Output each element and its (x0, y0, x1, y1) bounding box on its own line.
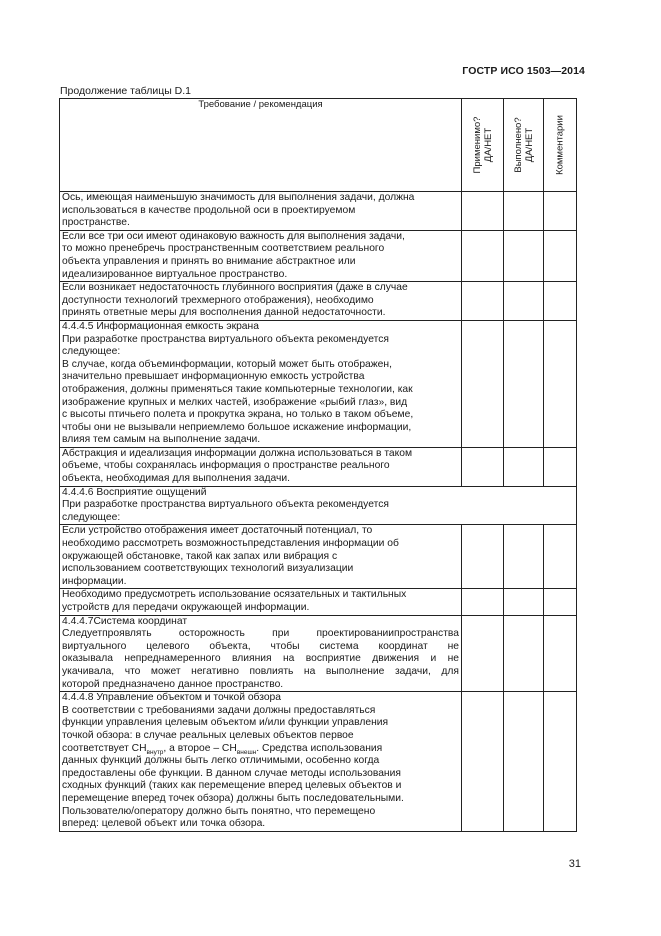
requirement-cell (60, 589, 462, 615)
requirement-line: данных функций должны быть легко отличимыми, особенно когда (62, 755, 380, 767)
requirement-line: точкой обзора: в случае реальных целевых объектов первое (62, 729, 354, 741)
requirement-line: объекта управления и принять во внимание абстрактное или (62, 255, 356, 267)
table-row (60, 447, 577, 486)
requirement-line: чтобы они не вызывали неприемлемо большое искажение информации, (62, 421, 412, 433)
done-cell (504, 589, 544, 615)
requirement-line: использованием соответствующих технологий визуализации (62, 563, 354, 575)
comments-cell (544, 525, 577, 589)
table-row (60, 192, 577, 231)
requirement-line: устройств для передачи окружающей информации. (62, 602, 310, 613)
requirement-line: принять ответные меры для восполнения данной недостаточности. (62, 307, 386, 319)
requirement-line: В соответствии с требованиями задачи должны предоставляться (62, 704, 376, 716)
done-cell (504, 692, 544, 832)
applicable-cell (462, 192, 504, 231)
requirement-line: которой предназначено данное пространство. (62, 678, 284, 690)
applicable-cell (462, 447, 504, 486)
column-header-applicable-label: Применимо? ДА/НЕТ (471, 116, 494, 174)
applicable-cell (462, 525, 504, 589)
requirement-cell (60, 525, 462, 589)
requirement-line: с высоты птичьего полета и прокрутка экрана, но только в таком объеме, (62, 409, 414, 421)
done-cell (504, 320, 544, 447)
requirement-line: При разработке пространства виртуального объекта рекомендуется (62, 333, 389, 345)
requirement-line: Следуетпроявлять осторожность при проектированиипространства (62, 628, 459, 640)
requirement-line: значительно превышает информационную емкость устройства (62, 371, 365, 383)
column-header-comments (544, 99, 577, 192)
table-row (60, 282, 577, 321)
requirement-cell (60, 192, 462, 231)
requirement-line: перемещение вперед точек обзора) должны быть последовательными. (62, 792, 404, 804)
requirement-line-with-subscripts (62, 743, 459, 756)
requirement-cell (60, 320, 462, 447)
requirement-cell (60, 447, 462, 486)
standard-designation: ГОСТР ИСО 1503—2014 (462, 65, 585, 77)
requirement-line: оказывала непреднамеренного влияния на восприятие движения и не (62, 653, 459, 665)
applicable-cell (462, 282, 504, 321)
requirement-line: объекта, необходимая для выполнения задачи. (62, 473, 290, 485)
requirement-line: предоставлены обе функции. В данном случае методы использования (62, 767, 401, 779)
comments-cell (544, 692, 577, 832)
column-header-applicable (462, 99, 504, 192)
requirement-line: следующее: (62, 346, 121, 358)
requirement-line: изображение крупных и мелких частей, изображение «рыбий глаз», вид (62, 396, 408, 408)
table-row (60, 486, 577, 525)
requirement-line: Абстракция и идеализация информации должна использоваться в таком (62, 447, 413, 459)
requirement-line: Если все три оси имеют одинаковую важность для выполнения задачи, (62, 230, 405, 242)
table-row (60, 320, 577, 447)
requirement-line: Если возникает недостаточность глубинного восприятия (даже в случае (62, 282, 408, 294)
requirement-line: Пользователю/оператору должно быть понятно, что перемещено (62, 805, 376, 817)
column-header-requirement: Требование / рекомендация (60, 99, 462, 192)
requirement-line: виртуального целевого объекта, чтобы система координат не (62, 640, 459, 652)
requirements-table (59, 98, 577, 832)
requirement-line: необходимо рассмотреть возможностьпредставления информации об (62, 538, 399, 550)
applicable-cell (462, 615, 504, 692)
column-header-done (504, 99, 544, 192)
comments-cell (544, 230, 577, 281)
done-cell (504, 282, 544, 321)
requirement-line: окружающей обстановке, такой как запах или вибрация с (62, 550, 338, 562)
table-row (60, 525, 577, 589)
table-header-row (60, 99, 577, 192)
applicable-cell (462, 589, 504, 615)
applicable-cell (462, 692, 504, 832)
column-header-comments-label: Комментарии (554, 115, 566, 175)
column-header-done-label: Выполнено? ДА/НЕТ (512, 117, 535, 173)
requirement-line: 4.4.4.6 Восприятие ощущений (62, 486, 207, 498)
requirement-line: информации. (62, 575, 127, 587)
text-fragment: . Средства использования (256, 742, 383, 754)
requirement-line: отображения, должны применяться такие компьютерные технологии, как (62, 383, 413, 395)
table-row (60, 230, 577, 281)
done-cell (504, 230, 544, 281)
table-caption: Продолжение таблицы D.1 (60, 85, 192, 97)
table-row (60, 615, 577, 692)
requirement-line: то можно пренебречь пространственным соответствием реального (62, 243, 385, 255)
done-cell (504, 525, 544, 589)
requirement-line: функции управления целевым объектом и/или функции управления (62, 717, 389, 729)
comments-cell (544, 320, 577, 447)
table-row (60, 692, 577, 832)
requirement-line: При разработке пространства виртуального объекта рекомендуется (62, 499, 389, 511)
requirement-line: идеализированное виртуальное пространство. (62, 268, 288, 280)
text-fragment: соответствует СН (62, 742, 147, 754)
requirement-line: объеме, чтобы сохранялась информация о пространстве реального (62, 460, 390, 472)
requirement-line: 4.4.4.8 Управление объектом и точкой обзора (62, 692, 282, 704)
page-number: 31 (568, 858, 581, 870)
requirement-line: влияя тем самым на выполнение задачи. (62, 434, 261, 446)
subscript: внутр (146, 748, 164, 756)
requirement-line: Необходимо предусмотреть использование осязательных и тактильных (62, 589, 407, 601)
requirement-line: Ось, имеющая наименьшую значимость для выполнения задачи, должна (62, 192, 415, 203)
requirement-line: 4.4.4.7Система координат (62, 615, 188, 627)
requirement-line: использоваться в качестве продольной оси в проектируемом (62, 204, 356, 216)
requirement-cell (60, 615, 462, 692)
comments-cell (544, 447, 577, 486)
requirement-line: пространстве. (62, 217, 130, 229)
requirement-line: В случае, когда объеминформации, который может быть отображен, (62, 358, 392, 370)
requirement-cell (60, 230, 462, 281)
requirement-line: 4.4.4.5 Информационная емкость экрана (62, 320, 259, 332)
requirement-line: следующее: (62, 511, 121, 523)
applicable-cell (462, 320, 504, 447)
comments-cell (544, 192, 577, 231)
done-cell (504, 447, 544, 486)
done-cell (504, 615, 544, 692)
done-cell (504, 192, 544, 231)
comments-cell (544, 282, 577, 321)
text-fragment: , а второе – СН (163, 742, 237, 754)
comments-cell (544, 589, 577, 615)
requirement-cell (60, 282, 462, 321)
subscript: внешн (236, 748, 257, 756)
requirement-line: доступности технологий трехмерного отображения), необходимо (62, 294, 374, 306)
comments-cell (544, 615, 577, 692)
requirement-line: вперед: целевой объект или точка обзора. (62, 818, 266, 830)
requirement-line: укачивала, что может негативно повлиять на выполнение задачи, для (62, 665, 459, 677)
table-row (60, 589, 577, 615)
requirement-cell (60, 692, 462, 832)
requirement-cell (60, 486, 577, 525)
requirement-line: сходных функций (таких как перемещение вперед целевых объектов и (62, 780, 402, 792)
applicable-cell (462, 230, 504, 281)
requirement-line: Если устройство отображения имеет достаточный потенциал, то (62, 525, 373, 537)
